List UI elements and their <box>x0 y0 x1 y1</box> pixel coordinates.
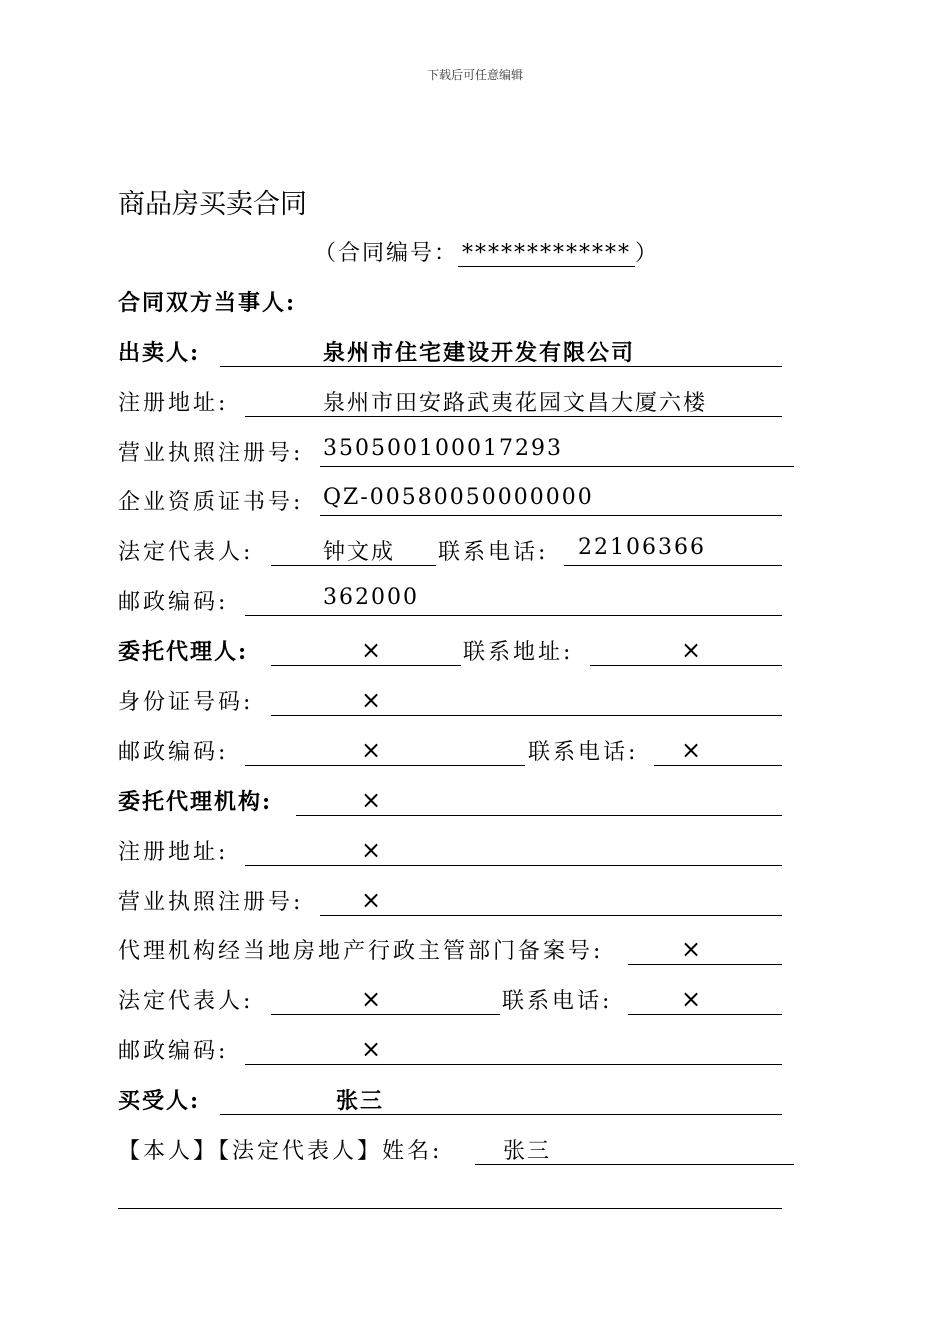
seller-qualification: QZ-00580050000000 <box>323 485 594 510</box>
agency-address-underline <box>245 835 782 866</box>
agency-license-underline <box>320 885 782 916</box>
agency-label: 委托代理机构: <box>118 789 273 815</box>
agency-address: × <box>361 836 382 864</box>
agent-id-label: 身份证号码: <box>118 690 254 715</box>
agency-filing: × <box>681 935 702 963</box>
agent-zip-label: 邮政编码: <box>118 740 229 765</box>
document-title: 商品房买卖合同 <box>118 189 307 220</box>
blank-line-row <box>118 1178 782 1208</box>
agent-phone-label: 联系电话: <box>528 740 639 765</box>
agency-zip: × <box>361 1035 382 1063</box>
contract-number <box>314 236 659 267</box>
agency-license: × <box>361 886 382 914</box>
agency-phone: × <box>681 985 702 1013</box>
agency-filing-label: 代理机构经当地房地产行政主管部门备案号: <box>118 939 604 964</box>
seller-qualification-label: 企业资质证书号: <box>118 490 304 515</box>
agency-license-label: 营业执照注册号: <box>118 890 304 915</box>
seller-license-label: 营业执照注册号: <box>118 441 304 466</box>
buyer-underline <box>220 1084 782 1115</box>
agent-id: × <box>361 686 382 714</box>
agent-phone: × <box>681 736 702 764</box>
agency-value: × <box>361 786 382 814</box>
seller-license: 350500100017293 <box>323 436 563 461</box>
seller-address-label: 注册地址: <box>118 391 229 416</box>
agency-phone-underline <box>628 984 782 1015</box>
agent-value: × <box>361 636 382 664</box>
agent-zip-underline <box>245 735 525 766</box>
agent-address-label: 联系地址: <box>463 640 574 665</box>
buyer-person: 张三 <box>503 1139 552 1164</box>
seller-rep: 钟文成 <box>323 540 396 565</box>
buyer-label: 买受人: <box>118 1088 201 1114</box>
agent-phone-underline <box>654 735 782 766</box>
seller-zip: 362000 <box>323 585 419 610</box>
seller-address: 泉州市田安路武夷花园文昌大厦六楼 <box>323 391 708 416</box>
agency-filing-underline <box>628 934 782 965</box>
page-header: 下载后可任意编辑 <box>426 68 523 82</box>
parties-heading: 合同双方当事人: <box>118 290 297 316</box>
seller-label: 出卖人: <box>118 340 201 366</box>
buyer-person-label: 【本人】【法定代表人】姓名: <box>118 1139 443 1164</box>
contract-number-suffix: ） <box>635 241 660 266</box>
seller-phone: 22106366 <box>578 535 706 560</box>
seller-zip-label: 邮政编码: <box>118 590 229 615</box>
agent-id-underline <box>271 685 782 716</box>
blank-underline <box>118 1178 782 1209</box>
agent-zip: × <box>361 736 382 764</box>
agent-address: × <box>681 636 702 664</box>
seller-rep-label: 法定代表人: <box>118 540 254 565</box>
contract-number-prefix: （合同编号： <box>314 241 459 266</box>
agency-rep: × <box>361 985 382 1013</box>
contract-number-value: ************* <box>458 241 635 267</box>
agency-zip-label: 邮政编码: <box>118 1039 229 1064</box>
agent-label: 委托代理人: <box>118 639 249 665</box>
agency-rep-underline <box>271 984 500 1015</box>
seller-phone-label: 联系电话: <box>438 540 549 565</box>
agency-zip-underline <box>245 1034 782 1065</box>
agency-address-label: 注册地址: <box>118 840 229 865</box>
buyer-name: 张三 <box>336 1088 385 1114</box>
agency-rep-label: 法定代表人: <box>118 989 254 1014</box>
seller-name: 泉州市住宅建设开发有限公司 <box>323 340 636 366</box>
agency-phone-label: 联系电话: <box>502 989 613 1014</box>
